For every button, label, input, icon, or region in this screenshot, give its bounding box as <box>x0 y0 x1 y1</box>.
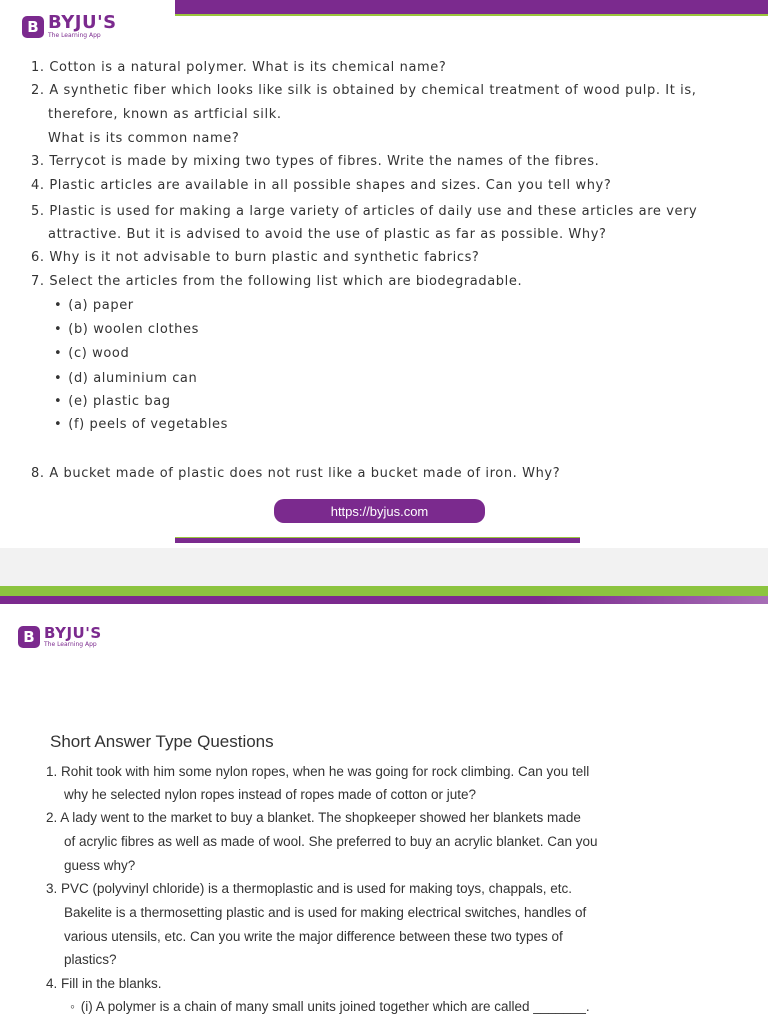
question-2-cont2: What is its common name? <box>48 131 240 146</box>
logo-name: BYJU'S <box>44 624 102 642</box>
sa-line: 2. A lady went to the market to buy a blanket. The shopkeeper showed her blankets made <box>46 810 581 825</box>
question-7: 7. Select the articles from the following list which are biodegradable. <box>31 274 523 289</box>
question-3: 3. Terrycot is made by mixing two types of fibres. Write the names of the fibres. <box>31 154 600 169</box>
question-5: 5. Plastic is used for making a large variety of articles of daily use and these articles are very <box>31 204 698 219</box>
question-4: 4. Plastic articles are available in all possible shapes and sizes. Can you tell why? <box>31 178 612 193</box>
section-title: Short Answer Type Questions <box>50 732 274 751</box>
option-item: • (e) plastic bag <box>54 394 171 409</box>
sa-line: 4. Fill in the blanks. <box>46 976 162 991</box>
fill-blank-item: ◦ (i) A polymer is a chain of many small units joined together which are called _______. <box>70 999 590 1014</box>
option-item: • (d) aluminium can <box>54 371 197 386</box>
question-6: 6. Why is it not advisable to burn plastic and synthetic fabrics? <box>31 250 480 265</box>
sa-line: 1. Rohit took with him some nylon ropes, when he was going for rock climbing. Can you tell <box>46 764 590 779</box>
sa-line: guess why? <box>64 858 136 873</box>
question-2: 2. A synthetic fiber which looks like silk is obtained by chemical treatment of wood pulp. It is, <box>31 83 697 98</box>
option-item: • (c) wood <box>54 346 129 361</box>
sa-line: of acrylic fibres as well as made of wool. She preferred to buy an acrylic blanket. Can you <box>64 834 598 849</box>
byjus-logo <box>18 626 102 648</box>
question-2-cont: therefore, known as artficial silk. <box>48 107 282 122</box>
byjus-logo <box>22 14 117 39</box>
logo-name: BYJU'S <box>48 12 117 33</box>
page-2 <box>0 586 768 1024</box>
sa-line: why he selected nylon ropes instead of ropes made of cotton or jute? <box>64 787 477 802</box>
logo-icon: B <box>22 16 44 38</box>
header-band-purple <box>0 596 768 604</box>
sa-line: Bakelite is a thermosetting plastic and is used for making electrical switches, handles of <box>64 905 587 920</box>
logo-icon: B <box>18 626 40 648</box>
logo-tagline: The Learning App <box>48 32 101 39</box>
header-band-green <box>0 586 768 596</box>
header-bar <box>175 0 768 16</box>
option-item: • (b) woolen clothes <box>54 322 199 337</box>
question-5-cont: attractive. But it is advised to avoid the use of plastic as far as possible. Why? <box>48 227 607 242</box>
byjus-link[interactable]: https://byjus.com <box>274 499 485 523</box>
option-item: • (f) peels of vegetables <box>54 417 228 432</box>
option-item: • (a) paper <box>54 298 134 313</box>
sa-line: plastics? <box>64 952 117 967</box>
question-8: 8. A bucket made of plastic does not rust like a bucket made of iron. Why? <box>31 466 561 481</box>
logo-tagline: The Learning App <box>44 641 97 648</box>
sa-line: 3. PVC (polyvinyl chloride) is a thermoplastic and is used for making toys, chappals, etc. <box>46 881 572 896</box>
sa-line: various utensils, etc. Can you write the major difference between these two types of <box>64 929 563 944</box>
page-gap <box>0 548 768 586</box>
footer-bar <box>175 537 580 543</box>
question-1: 1. Cotton is a natural polymer. What is its chemical name? <box>31 60 447 75</box>
